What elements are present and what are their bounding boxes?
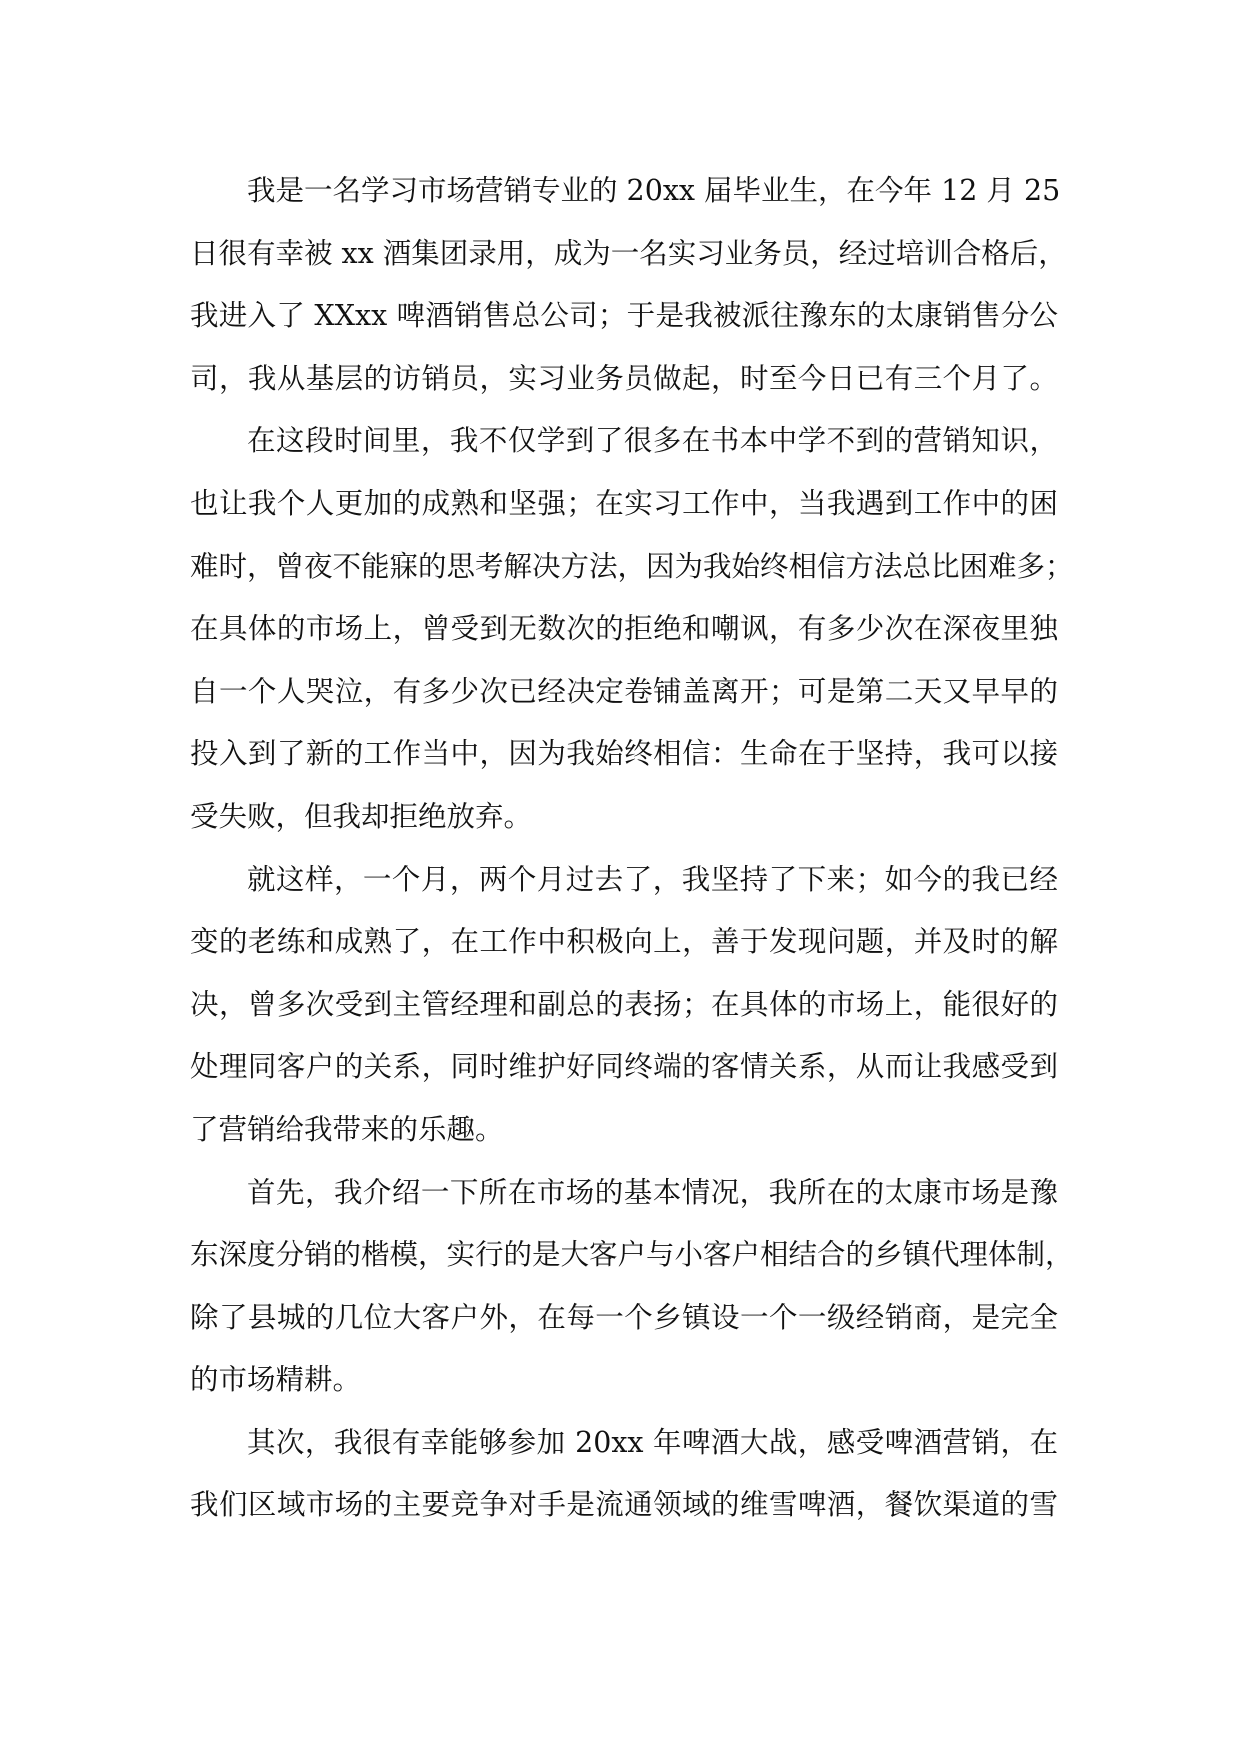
text-line: 处理同客户的关系，同时维护好同终端的客情关系，从而让我感受到 (190, 1050, 1058, 1084)
text-line: 就这样，一个月，两个月过去了，我坚持了下来；如今的我已经 (247, 862, 1058, 896)
text-line: 我是一名学习市场营销专业的 20xx 届毕业生，在今年 12 月 25 (247, 174, 1061, 207)
text-line: 决，曾多次受到主管经理和副总的表扬；在具体的市场上，能很好的 (190, 987, 1058, 1021)
text-line: 首先，我介绍一下所在市场的基本情况，我所在的太康市场是豫 (247, 1175, 1058, 1209)
text-line: 投入到了新的工作当中，因为我始终相信：生命在于坚持，我可以接 (190, 737, 1058, 771)
paragraph-5 (190, 1412, 1058, 1537)
text-line: 东深度分销的楷模，实行的是大客户与小客户相结合的乡镇代理体制， (190, 1238, 1074, 1272)
text-line: 了营销给我带来的乐趣。 (190, 1112, 504, 1146)
text-line: 难时，曾夜不能寐的思考解决方法，因为我始终相信方法总比困难多； (190, 549, 1074, 583)
text-line: 司，我从基层的访销员，实习业务员做起，时至今日已有三个月了。 (190, 361, 1058, 395)
text-line: 日很有幸被 xx 酒集团录用，成为一名实习业务员，经过培训合格后， (190, 236, 1067, 270)
text-line: 受失败，但我却拒绝放弃。 (190, 799, 533, 833)
text-line: 我们区域市场的主要竞争对手是流通领域的维雪啤酒，餐饮渠道的雪 (190, 1488, 1058, 1522)
text-line: 变的老练和成熟了，在工作中积极向上，善于发现问题，并及时的解 (190, 925, 1058, 959)
text-line: 我进入了 XXxx 啤酒销售总公司；于是我被派往豫东的太康销售分公 (190, 299, 1058, 333)
text-line: 自一个人哭泣，有多少次已经决定卷铺盖离开；可是第二天又早早的 (190, 674, 1058, 708)
text-line: 在这段时间里，我不仅学到了很多在书本中学不到的营销知识， (247, 424, 1058, 458)
text-line: 在具体的市场上，曾受到无数次的拒绝和嘲讽，有多少次在深夜里独 (190, 612, 1058, 646)
paragraph-1 (190, 160, 1067, 410)
text-line: 也让我个人更加的成熟和坚强；在实习工作中，当我遇到工作中的困 (190, 486, 1058, 520)
document-body (190, 160, 1074, 1537)
paragraph-4 (190, 1162, 1074, 1412)
text-line: 除了县城的几位大客户外，在每一个乡镇设一个一级经销商，是完全 (190, 1300, 1058, 1334)
paragraph-3 (190, 849, 1058, 1162)
paragraph-2 (190, 410, 1074, 848)
text-line: 其次，我很有幸能够参加 20xx 年啤酒大战，感受啤酒营销，在 (247, 1425, 1058, 1459)
text-line: 的市场精耕。 (190, 1363, 362, 1397)
